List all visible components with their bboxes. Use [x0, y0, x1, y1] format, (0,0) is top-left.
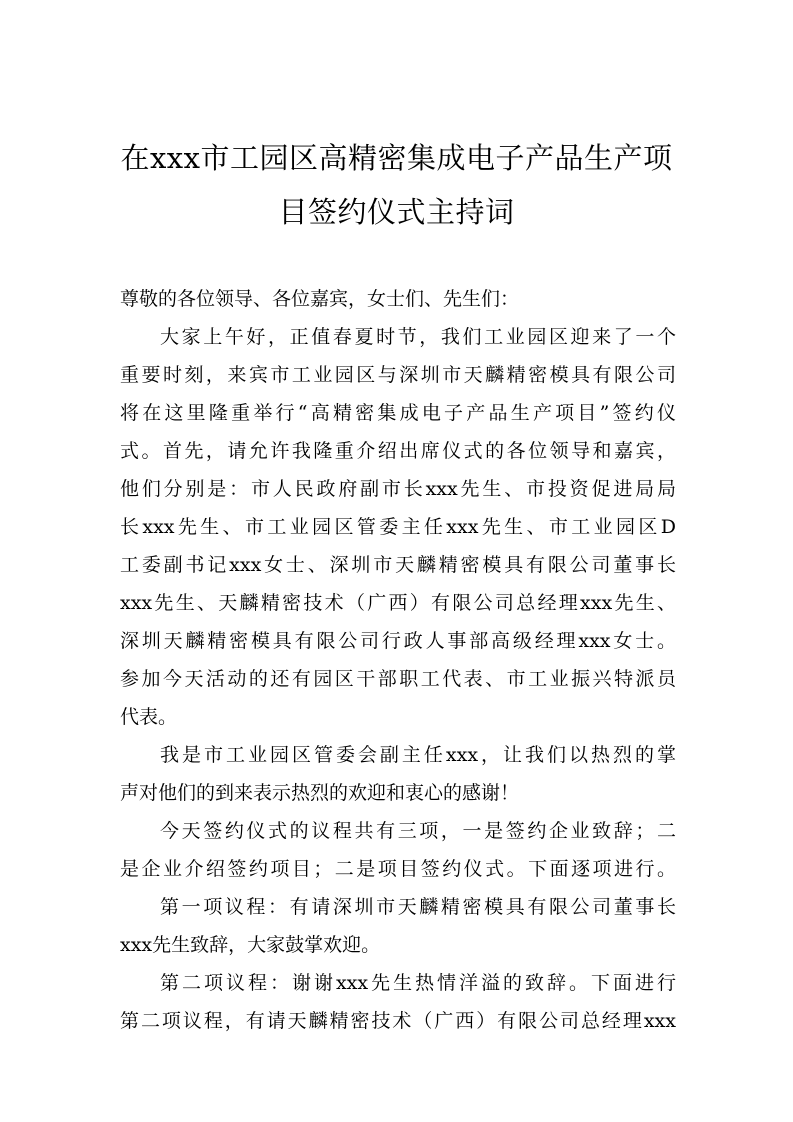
salutation: 尊敬的各位领导、各位嘉宾，女士们、先生们： [120, 288, 520, 310]
title-line: 在xxx市工园区高精密集成电子产品生产项 [120, 141, 673, 175]
paragraph-line: xxx先生、天麟精密技术（广西）有限公司总经理xxx先生、 [120, 592, 676, 614]
paragraph-line: 声对他们的到来表示热烈的欢迎和衷心的感谢！ [120, 782, 520, 804]
document-body [120, 280, 676, 1040]
paragraph-line: 深圳天麟精密模具有限公司行政人事部高级经理xxx女士。 [120, 630, 676, 652]
paragraph-line: 代表。 [120, 706, 178, 728]
paragraph-line: xxx先生致辞，大家鼓掌欢迎。 [120, 934, 381, 956]
paragraph-line: 式。首先，请允许我隆重介绍出席仪式的各位领导和嘉宾， [120, 440, 676, 462]
paragraph-line: 长xxx先生、市工业园区管委主任xxx先生、市工业园区D [120, 516, 676, 538]
paragraph-line: 工委副书记xxx女士、深圳市天麟精密模具有限公司董事长 [120, 554, 676, 576]
paragraph-line: 是企业介绍签约项目；二是项目签约仪式。下面逐项进行。 [120, 858, 676, 880]
paragraph-line: 我是市工业园区管委会副主任xxx，让我们以热烈的掌 [160, 744, 676, 766]
paragraph-line: 第二项议程：谢谢xxx先生热情洋溢的致辞。下面进行 [160, 972, 676, 994]
title-line: 目签约仪式主持词 [278, 195, 515, 229]
paragraph-line: 第一项议程：有请深圳市天麟精密模具有限公司董事长 [160, 896, 676, 918]
paragraph-line: 将在这里隆重举行“高精密集成电子产品生产项目”签约仪 [120, 402, 676, 424]
paragraph-line: 参加今天活动的还有园区干部职工代表、市工业振兴特派员 [120, 668, 676, 690]
paragraph-line: 今天签约仪式的议程共有三项，一是签约企业致辞；二 [160, 820, 676, 842]
paragraph-line: 他们分别是：市人民政府副市长xxx先生、市投资促进局局 [120, 478, 676, 500]
document-title [120, 131, 673, 239]
paragraph-line: 第二项议程，有请天麟精密技术（广西）有限公司总经理xxx [120, 1010, 676, 1032]
paragraph-line: 大家上午好，正值春夏时节，我们工业园区迎来了一个 [160, 326, 676, 348]
paragraph-line: 重要时刻，来宾市工业园区与深圳市天麟精密模具有限公司 [120, 364, 676, 386]
